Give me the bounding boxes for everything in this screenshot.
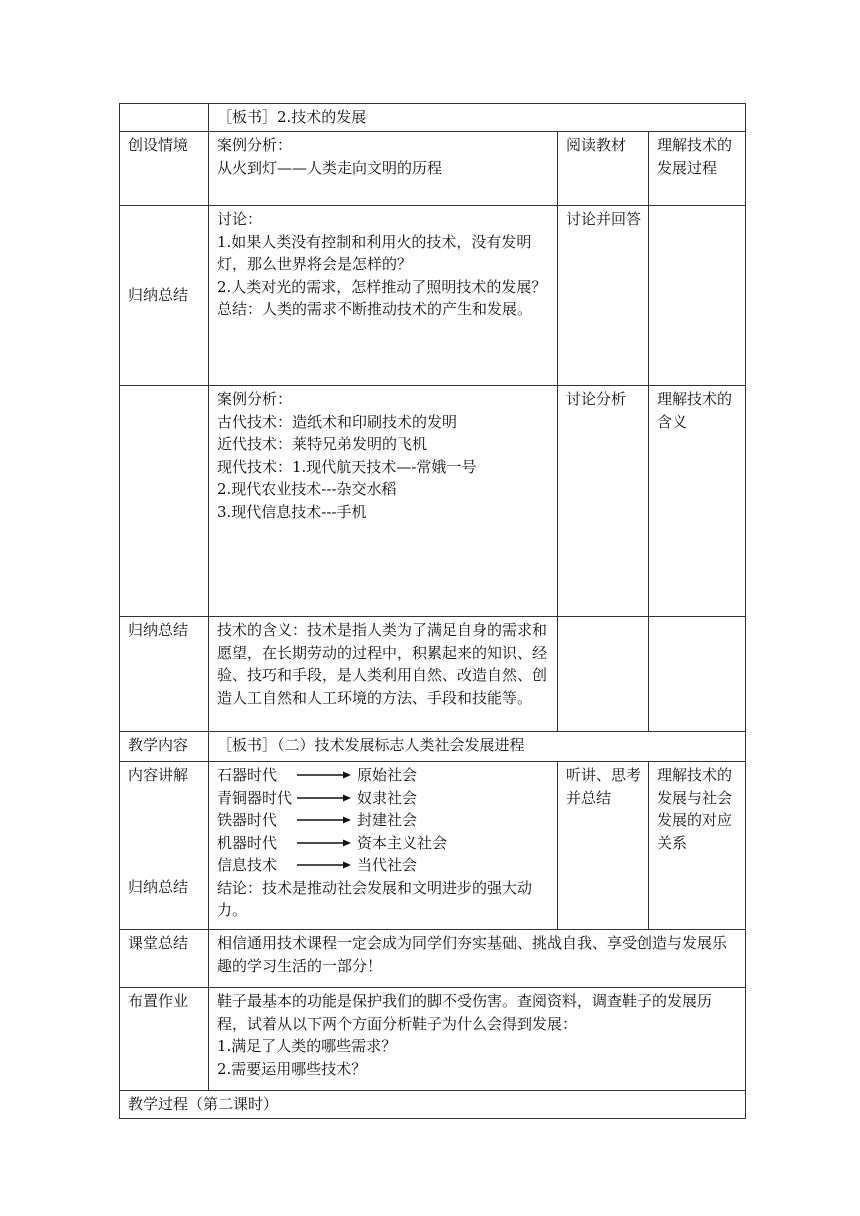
stage-label: 布置作业 (120, 988, 209, 1091)
table-row (120, 988, 746, 1091)
text-line: 2.现代农业技术---杂交水稻 (217, 480, 397, 498)
table-row (120, 1091, 746, 1119)
table-row (120, 930, 746, 988)
era-row (217, 764, 551, 787)
stage-label-top: 内容讲解 (128, 766, 189, 784)
stage-label (120, 762, 209, 930)
stage-label: 归纳总结 (120, 617, 209, 732)
era-row (217, 787, 551, 810)
goal-cell (649, 206, 746, 386)
text-line: 2.人类对光的需求，怎样推动了照明技术的发展？ (217, 277, 547, 296)
text-line: 现代技术：1.现代航天技术—-常娥一号 (217, 457, 477, 476)
content-cell (209, 762, 558, 930)
era-row (217, 854, 551, 877)
text-line: 案例分析： (217, 136, 293, 154)
stage-label: 教学内容 (120, 732, 209, 762)
text-line: 3.现代信息技术---手机 (217, 502, 367, 521)
table-row (120, 386, 746, 617)
arrow-icon (297, 770, 351, 780)
era-name: 铁器时代 (217, 811, 278, 829)
stage-label: 创设情境 (120, 132, 209, 206)
arrow-icon (297, 815, 351, 825)
activity-cell (558, 617, 649, 732)
cell-empty (120, 104, 209, 132)
goal-cell: 理解技术的发展与社会发展的对应关系 (649, 762, 746, 930)
era-name: 信息技术 (217, 856, 278, 874)
homework-cell (209, 988, 746, 1091)
text-line: 1.满足了人类的哪些需求？ (217, 1037, 397, 1055)
content-cell (209, 132, 558, 206)
era-name: 青铜器时代 (217, 788, 293, 807)
table-row (120, 206, 746, 386)
era-name: 机器时代 (217, 833, 278, 852)
board-heading: ［板书］（二）技术发展标志人类社会发展进程 (209, 732, 746, 762)
text-line: 1.如果人类没有控制和利用火的技术，没有发明灯，那么世界将会是怎样的？ (217, 232, 532, 273)
arrow-icon (297, 793, 351, 803)
stage-label (120, 206, 209, 386)
text-line: 总结：人类的需求不断推动技术的产生和发展。 (217, 300, 533, 318)
content-cell (209, 206, 558, 386)
society-name: 资本主义社会 (357, 833, 448, 852)
era-row (217, 809, 551, 832)
stage-label: 课堂总结 (120, 930, 209, 988)
text-line: 从火到灯——人类走向文明的历程 (217, 158, 443, 177)
era-row (217, 832, 551, 855)
text-line: 近代技术：莱特兄弟发明的飞机 (217, 435, 428, 453)
cell-empty (120, 386, 209, 617)
goal-cell (649, 617, 746, 732)
arrow-icon (297, 838, 351, 848)
board-heading: ［板书］2.技术的发展 (209, 104, 746, 132)
goal-cell: 理解技术的含义 (649, 386, 746, 617)
content-cell (209, 386, 558, 617)
summary-text: 相信通用技术课程一定会成为同学们夯实基础、挑战自我、享受创造与发展乐趣的学习生活的一部分！ (209, 930, 746, 988)
lesson-plan-table (119, 103, 746, 1119)
section-heading: 教学过程（第二课时） (120, 1091, 746, 1119)
table-row (120, 104, 746, 132)
conclusion-text: 结论：技术是推动社会发展和文明进步的强大动力。 (217, 878, 533, 919)
text-line: 鞋子最基本的功能是保护我们的脚不受伤害。查阅资料，调查鞋子的发展历程，试着从以下两个方面分析鞋子为什么会得到发展： (217, 992, 713, 1033)
text-line: 案例分析： (217, 390, 293, 408)
society-name: 当代社会 (357, 856, 418, 874)
activity-cell: 讨论并回答 (558, 206, 649, 386)
stage-label-text: 归纳总结 (128, 286, 189, 305)
table-row (120, 732, 746, 762)
table-row (120, 617, 746, 732)
society-name: 封建社会 (357, 811, 418, 829)
content-cell: 技术的含义：技术是指人类为了满足自身的需求和愿望，在长期劳动的过程中，积累起来的知识、经验、技巧和手段，是人类利用自然、改造自然、创造人工自然和人工环境的方法、手段和技能等。 (209, 617, 558, 732)
society-name: 原始社会 (357, 766, 418, 784)
goal-cell: 理解技术的发展过程 (649, 132, 746, 206)
text-line: 古代技术：造纸术和印刷技术的发明 (217, 412, 458, 431)
activity-cell: 讨论分析 (558, 386, 649, 617)
era-name: 石器时代 (217, 766, 278, 784)
activity-cell: 阅读教材 (558, 132, 649, 206)
stage-label-bottom: 归纳总结 (128, 878, 189, 896)
arrow-icon (297, 860, 351, 870)
text-line: 讨论： (217, 210, 263, 228)
activity-cell: 听讲、思考并总结 (558, 762, 649, 930)
society-name: 奴隶社会 (357, 788, 418, 807)
table-row (120, 132, 746, 206)
table-row (120, 762, 746, 930)
text-line: 2.需要运用哪些技术？ (217, 1059, 367, 1078)
